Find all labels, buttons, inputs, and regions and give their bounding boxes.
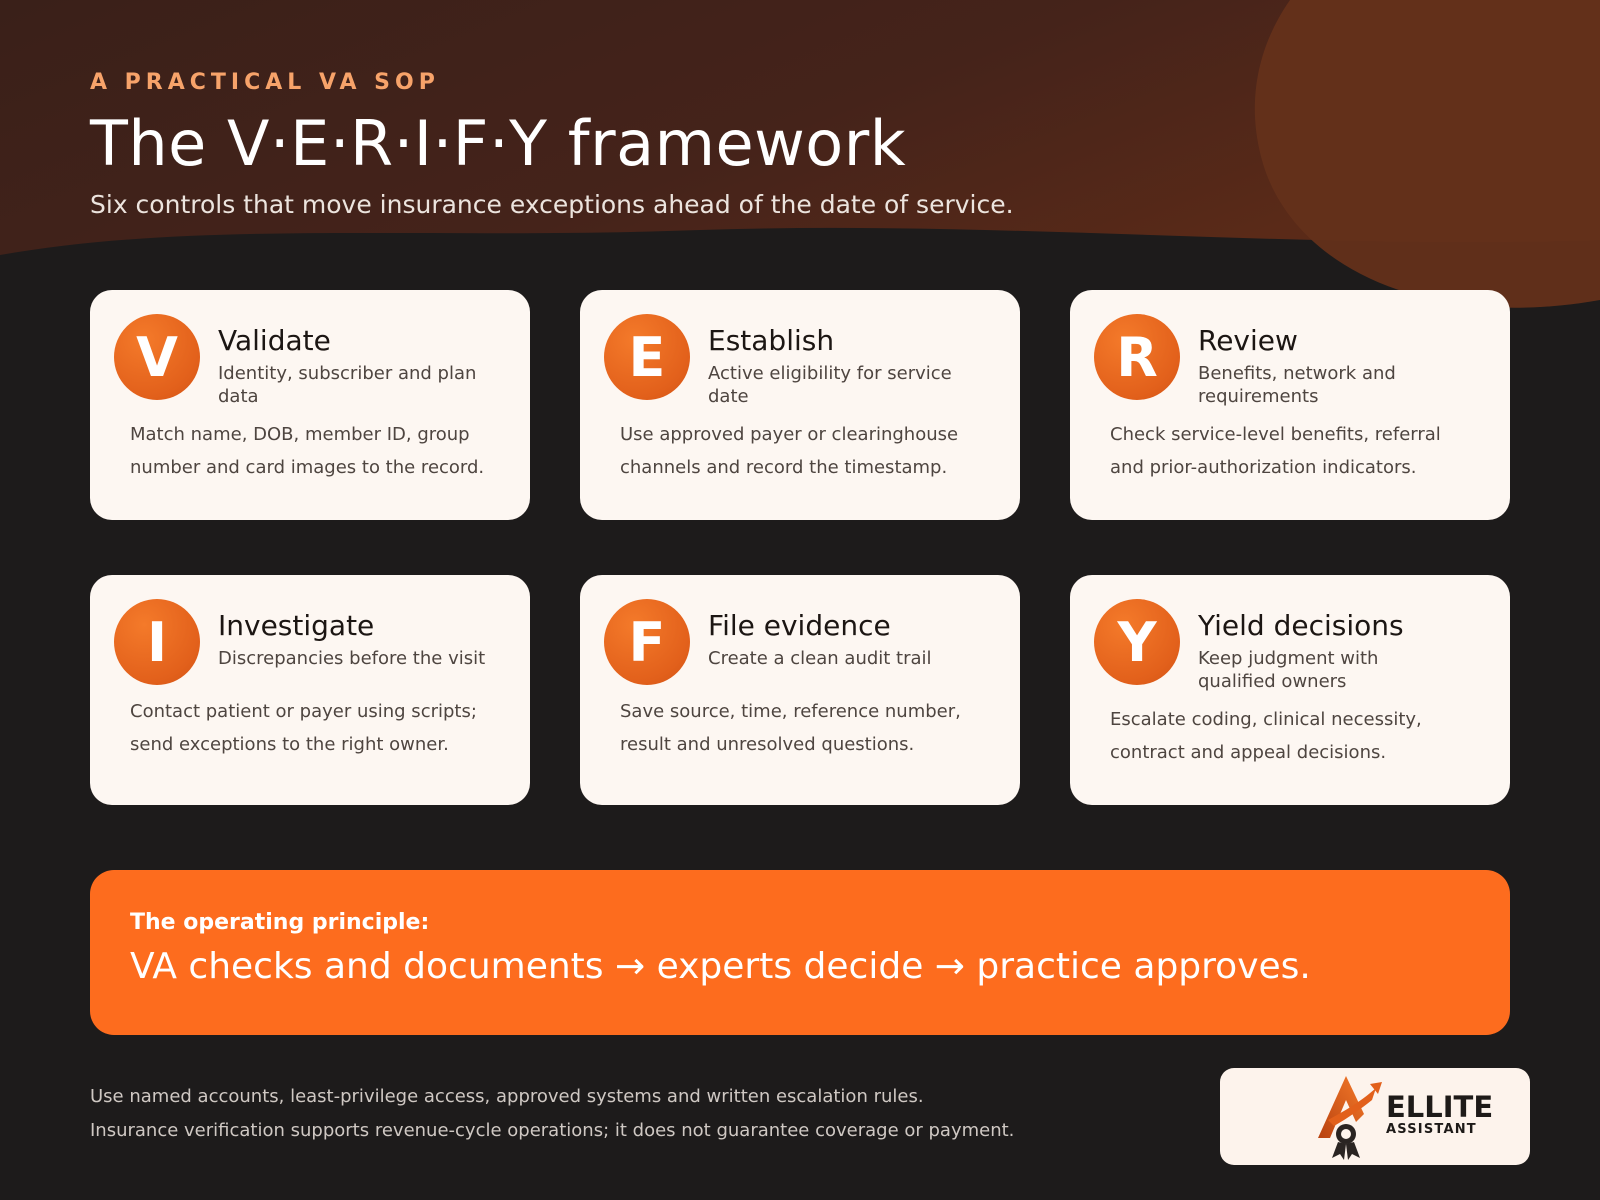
logo-wordmark: ELLITE (1386, 1090, 1494, 1124)
framework-grid (90, 290, 1510, 805)
letter-badge: I (114, 599, 200, 685)
letter-badge: Y (1094, 599, 1180, 685)
card-subtitle: Discrepancies before the visit (218, 648, 486, 669)
card-file-evidence (580, 575, 1020, 805)
card-subtitle: Benefits, network and requirements (1198, 363, 1396, 407)
letter-badge: F (604, 599, 690, 685)
page-title: The V·E·R·I·F·Y framework (90, 107, 907, 180)
card-review (1070, 290, 1510, 520)
card-title: Yield decisions (1198, 609, 1404, 642)
card-subtitle: Keep judgment with qualified owners (1198, 648, 1379, 692)
card-body: Use approved payer or clearinghouse channels and record the timestamp. (620, 424, 959, 478)
card-title: Validate (218, 324, 331, 357)
card-investigate (90, 575, 530, 805)
card-title: Review (1198, 324, 1298, 357)
card-body: Escalate coding, clinical necessity, contract and appeal decisions. (1110, 709, 1422, 763)
card-title: Establish (708, 324, 835, 357)
card-title: File evidence (708, 609, 891, 642)
card-yield-decisions (1070, 575, 1510, 805)
a-ribbon-logo-icon (1308, 1074, 1384, 1160)
page-subtitle: Six controls that move insurance exceptions ahead of the date of service. (90, 190, 1014, 219)
footer-line: Insurance verification supports revenue-cycle operations; it does not guarantee coverage or payment. (90, 1120, 1015, 1141)
principle-label: The operating principle: (130, 910, 430, 935)
eyebrow-label: A PRACTICAL VA SOP (90, 70, 440, 95)
footer-line: Use named accounts, least-privilege access, approved systems and written escalation rules. (90, 1086, 924, 1107)
letter-badge: R (1094, 314, 1180, 400)
letter-badge: V (114, 314, 200, 400)
footer-notes (90, 1080, 1014, 1148)
card-subtitle: Identity, subscriber and plan data (218, 363, 477, 407)
card-body: Save source, time, reference number, result and unresolved questions. (620, 701, 961, 755)
card-validate (90, 290, 530, 520)
card-subtitle: Active eligibility for service date (708, 363, 952, 407)
card-body: Match name, DOB, member ID, group number and card images to the record. (130, 424, 485, 478)
card-body: Check service-level benefits, referral and prior-authorization indicators. (1110, 424, 1441, 478)
card-subtitle: Create a clean audit trail (708, 648, 932, 669)
brand-logo (1220, 1068, 1530, 1165)
letter-badge: E (604, 314, 690, 400)
card-establish (580, 290, 1020, 520)
card-title: Investigate (218, 609, 375, 642)
principle-text: VA checks and documents → experts decide → practice approves. (130, 946, 1311, 987)
logo-tagline: ASSISTANT (1386, 1122, 1477, 1137)
header (90, 68, 1290, 222)
card-body: Contact patient or payer using scripts; send exceptions to the right owner. (130, 701, 477, 755)
operating-principle-banner (90, 870, 1510, 1035)
